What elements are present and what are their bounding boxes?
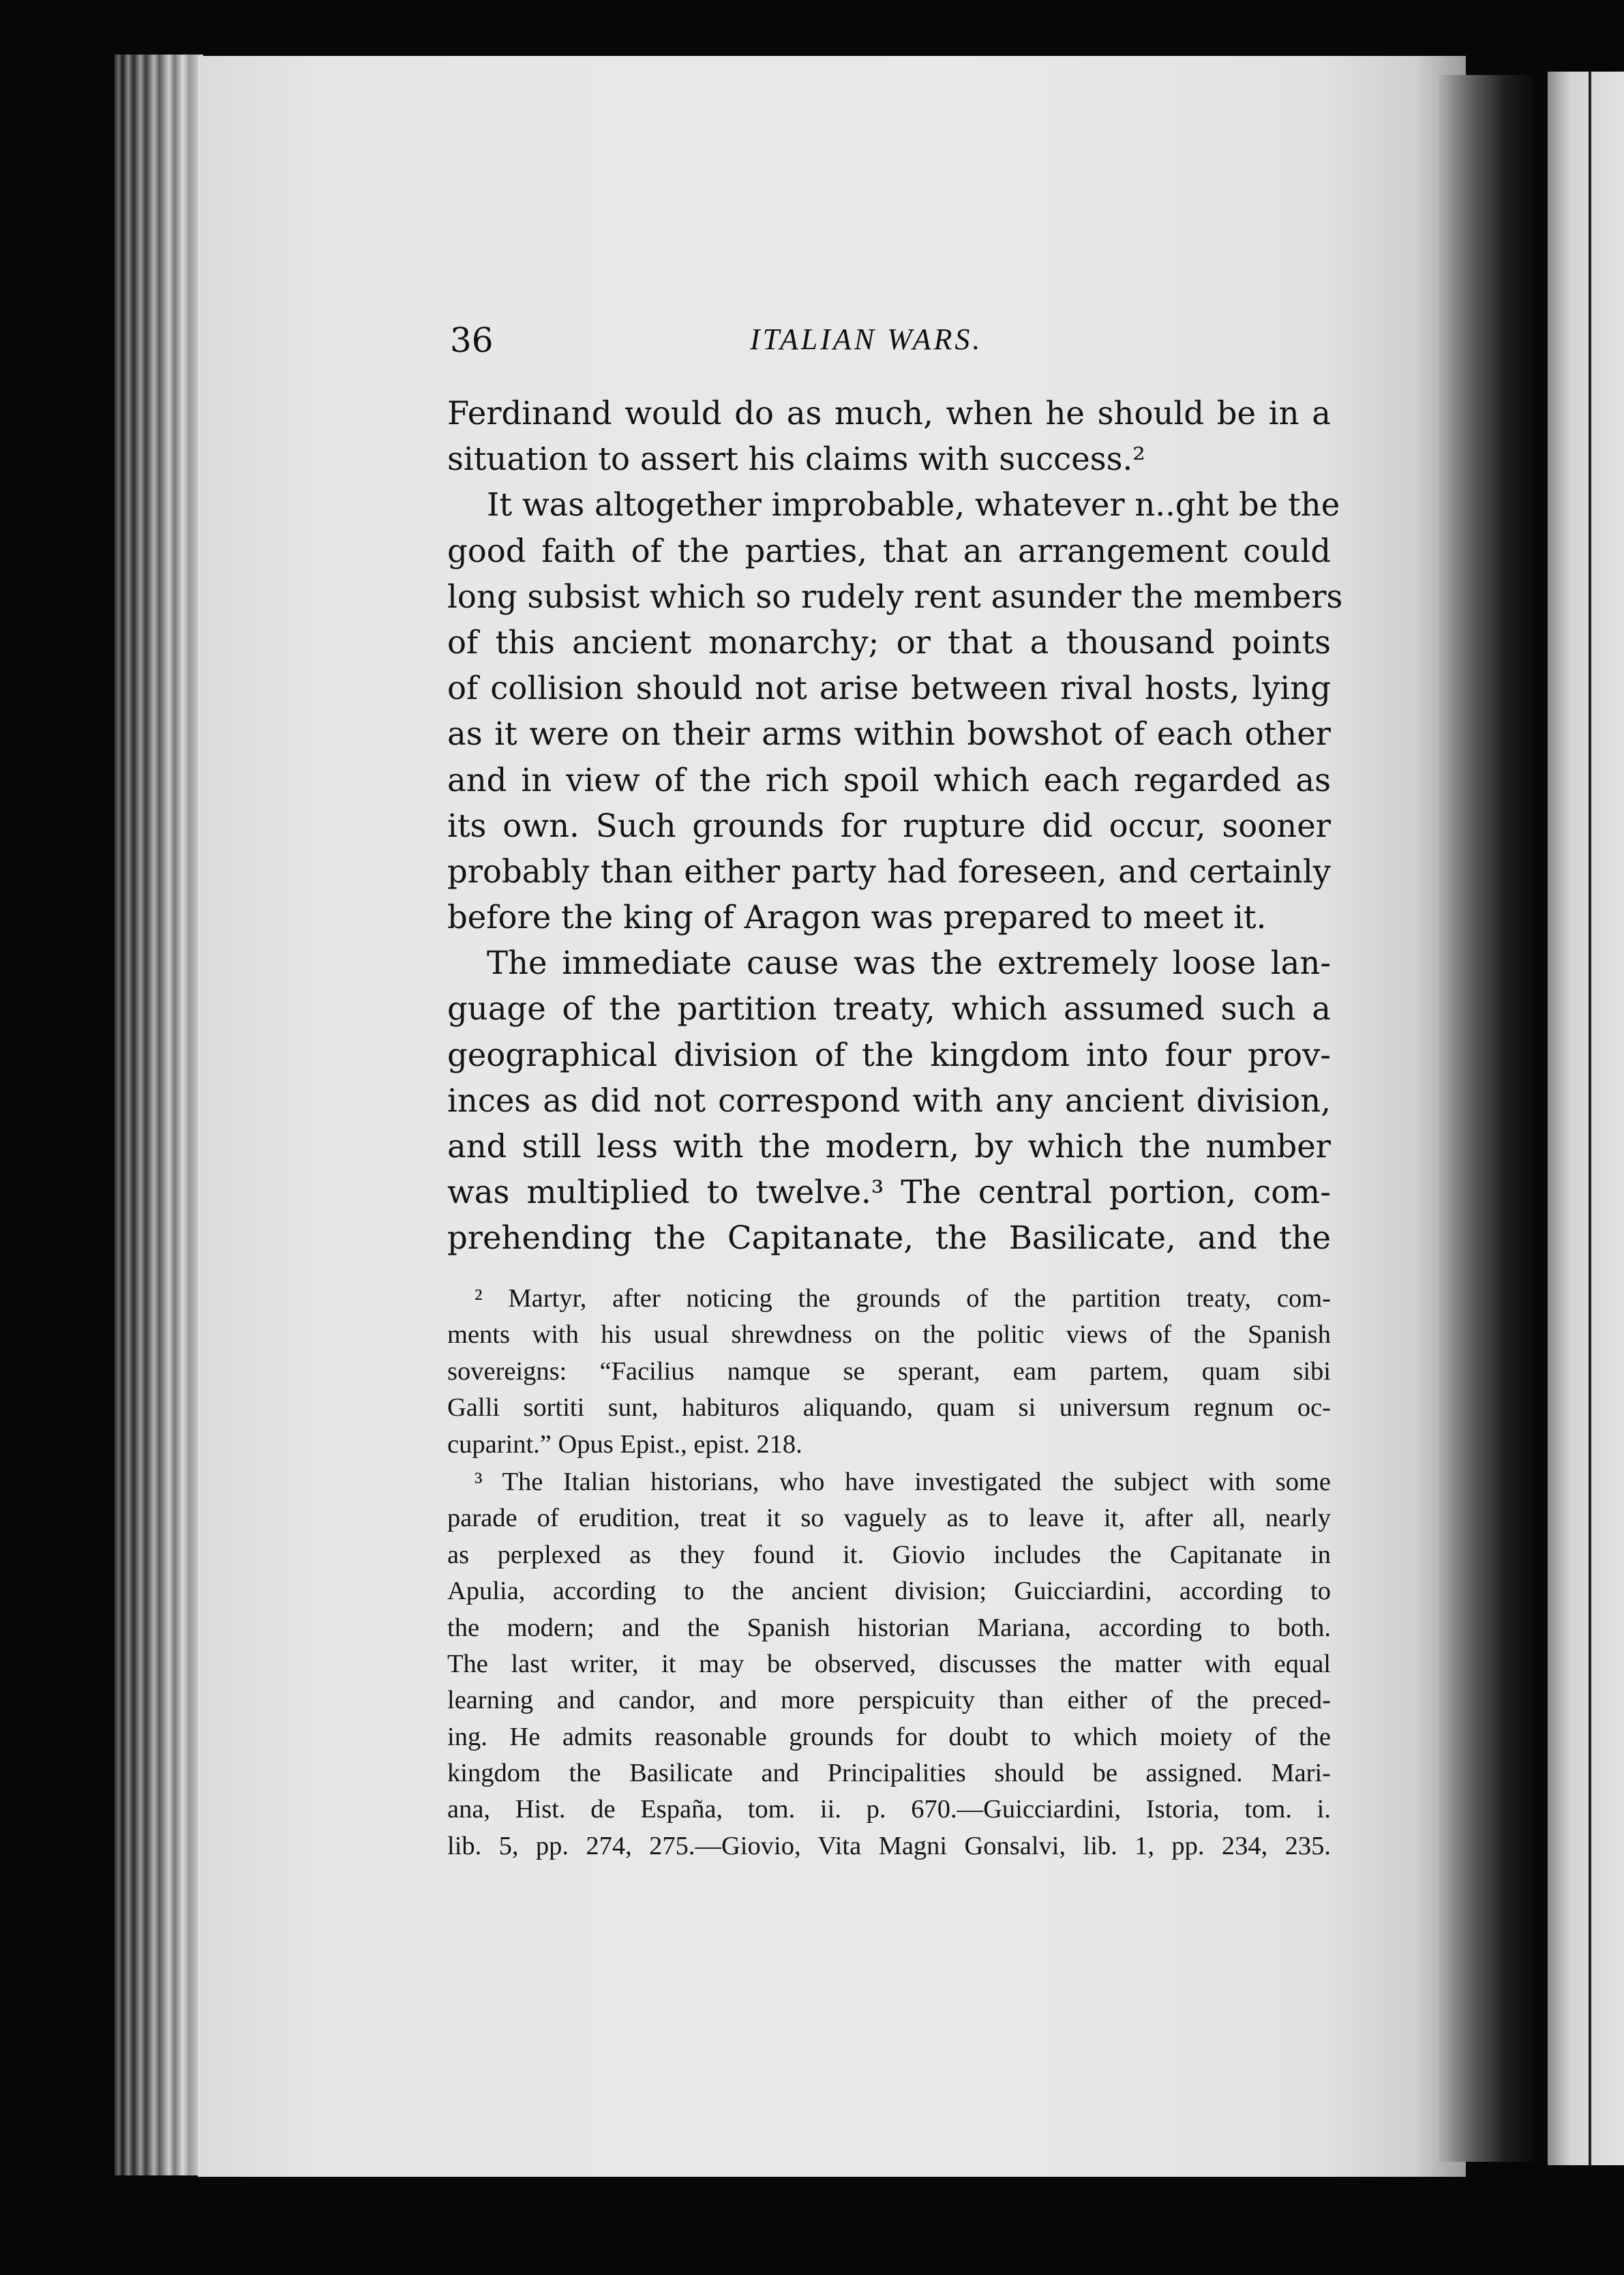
- body-line: before the king of Aragon was prepared to meet it.: [447, 899, 1267, 936]
- footnote-line: The last writer, it may be observed, discusses the matter with equal: [447, 1649, 1331, 1678]
- footnotes: [447, 1281, 1331, 1864]
- facing-page: [1548, 72, 1624, 2165]
- page-edges: [115, 55, 203, 2175]
- footnote-line: as perplexed as they found it. Giovio includes the Capitanate in: [447, 1540, 1331, 1569]
- facing-page-edge: [1589, 72, 1591, 2165]
- running-head: ITALIAN WARS.: [750, 323, 983, 356]
- page-number: 36: [450, 321, 494, 360]
- body-line: inces as did not correspond with any ancient division,: [447, 1082, 1331, 1119]
- book-gutter-shadow: [1439, 75, 1534, 2162]
- body-line: its own. Such grounds for rupture did occur, sooner: [447, 807, 1331, 844]
- footnote-line: ing. He admits reasonable grounds for doubt to which moiety of the: [447, 1722, 1331, 1751]
- footnote-line: lib. 5, pp. 274, 275.—Giovio, Vita Magni Gonsalvi, lib. 1, pp. 234, 235.: [447, 1831, 1331, 1860]
- footnote-line: parade of erudition, treat it so vaguely as to leave it, after all, nearly: [447, 1504, 1331, 1533]
- body-line: guage of the partition treaty, which assumed such a: [447, 990, 1331, 1028]
- footnote-line: sovereigns: “Facilius namque se sperant, eam partem, quam sibi: [447, 1356, 1331, 1386]
- footnote-line: Apulia, according to the ancient division; Guicciardini, according to: [447, 1577, 1331, 1606]
- body-line: probably than either party had foreseen, and certainly: [447, 852, 1331, 890]
- body-line: of collision should not arise between rival hosts, lying: [447, 670, 1331, 707]
- footnote-line: cuparint.” Opus Epist., epist. 218.: [447, 1429, 802, 1459]
- footnote-line: ana, Hist. de España, tom. ii. p. 670.—Guicciardini, Istoria, tom. i.: [447, 1795, 1331, 1824]
- footnote-line: ³ The Italian historians, who have investigated the subject with some: [475, 1467, 1331, 1496]
- body-line: and still less with the modern, by which the number: [447, 1128, 1331, 1165]
- footnote-line: ments with his usual shrewdness on the politic views of the Spanish: [447, 1320, 1331, 1350]
- page-header: [450, 321, 1329, 368]
- body-line: prehending the Capitanate, the Basilicate, and the: [447, 1219, 1331, 1257]
- footnote-line: kingdom the Basilicate and Principalities should be assigned. Mari-: [447, 1759, 1331, 1788]
- body-line: and in view of the rich spoil which each regarded as: [447, 761, 1331, 799]
- body-line: good faith of the parties, that an arrangement could: [447, 532, 1331, 569]
- body-line: It was altogether improbable, whatever n..ght be the: [487, 486, 1340, 524]
- footnote-line: learning and candor, and more perspicuity than either of the preced-: [447, 1686, 1331, 1715]
- body-text: [447, 391, 1343, 1262]
- footnote-line: the modern; and the Spanish historian Mariana, according to both.: [447, 1613, 1331, 1642]
- footnote-line: Galli sortiti sunt, habituros aliquando, quam si universum regnum oc-: [447, 1393, 1331, 1423]
- body-line: as it were on their arms within bowshot of each other: [447, 715, 1331, 753]
- footnote-line: ² Martyr, after noticing the grounds of the partition treaty, com-: [475, 1284, 1331, 1313]
- body-line: The immediate cause was the extremely loose lan-: [487, 945, 1331, 982]
- body-line: Ferdinand would do as much, when he should be in a: [447, 395, 1331, 432]
- body-line: long subsist which so rudely rent asunder the members: [447, 578, 1343, 615]
- body-line: geographical division of the kingdom into four prov-: [447, 1036, 1331, 1073]
- body-line: was multiplied to twelve.³ The central portion, com-: [447, 1174, 1331, 1211]
- body-line: of this ancient monarchy; or that a thousand points: [447, 623, 1331, 661]
- body-line: situation to assert his claims with success.²: [447, 441, 1145, 478]
